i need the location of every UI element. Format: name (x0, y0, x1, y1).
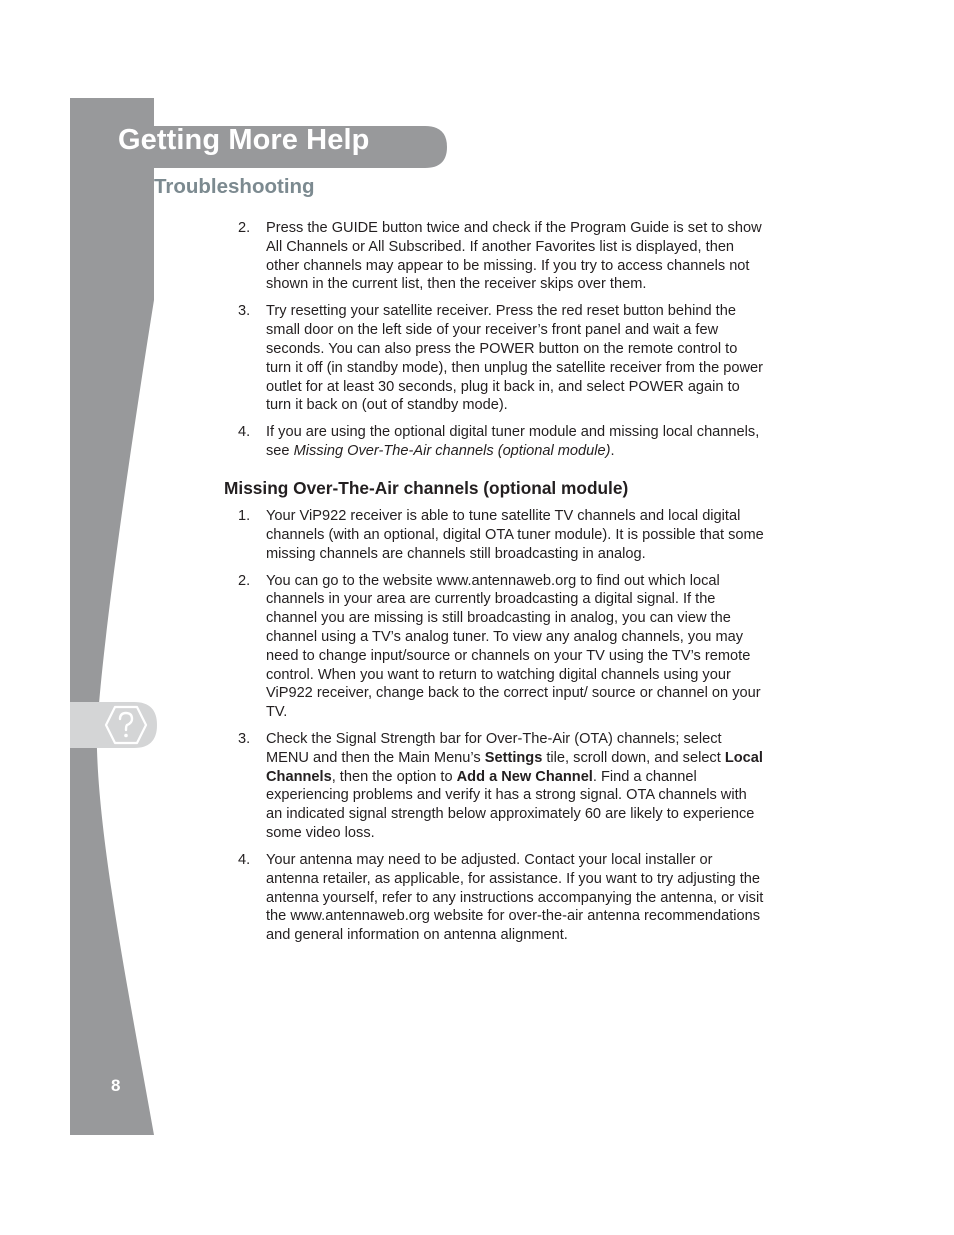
text-segment: tile, scroll down, and select (542, 749, 725, 766)
list-item (224, 730, 764, 843)
main-content (224, 219, 764, 953)
list-item-text (266, 302, 764, 415)
list-item (224, 851, 764, 945)
text-segment: . (610, 443, 615, 460)
list-item-number: 3. (238, 731, 251, 748)
text-segment: Your antenna may need to be adjusted. Contact your local installer or antenna retailer, as applicable, for assistance. If you want to try adjusting the antenna yourself, refer to any instructions accompanying the antenna, or visit the www.antennaweb.org website for over-the-air antenna recommendations and general information on antenna alignment. (266, 852, 764, 944)
text-segment: Try resetting your satellite receiver. Press the red reset button behind the small door on the left side of your receiver’s front panel and wait a few seconds. You can also press the POWER button on the remote control to turn it off (in standby mode), then unplug the satellite receiver from the power outlet for at least 30 seconds, plug it back in, and select POWER again to turn it back on (out of standby mode). (266, 303, 763, 414)
text-segment: . Find a channel experiencing problems and verify it has a strong signal. OTA channels with an indicated signal strength below approximately 60 are likely to experience some video loss. (266, 768, 755, 842)
text-segment: Settings (484, 749, 543, 766)
text-segment: Missing Over-The-Air channels (optional module) (293, 443, 611, 460)
list-item (224, 423, 764, 461)
sidebar-band (70, 98, 154, 1135)
list-item-number: 2. (238, 220, 251, 236)
list-item-number: 3. (238, 303, 251, 320)
list-item-number: 4. (238, 424, 251, 441)
text-segment: Press the GUIDE button twice and check if the Program Guide is set to show All Channels or All Subscribed. If another Favorites list is displayed, then other channels may appear to be missing. If you try to access channels not shown in the current list, then the receiver skips over them. (266, 220, 762, 293)
text-segment: , then the option to (331, 768, 457, 785)
list-item-text (266, 572, 764, 722)
list-item-text (266, 423, 764, 461)
list-item (224, 302, 764, 415)
text-segment: You can go to the website www.antennaweb.org to find out which local channels in your area are currently broadcasting a digital signal. If the channel you are missing is still broadcasting in analog, you can view the channel using a TV’s analog tuner. To view any analog channels, you may need to change input/source or channels on your TV using the TV’s remote control. When you want to return to watching digital channels using your ViP922 receiver, change back to the correct input/ source or channel on your TV. (266, 572, 761, 721)
list-item-number: 4. (238, 852, 251, 869)
text-segment: Add a New Channel (456, 768, 593, 785)
help-question-icon (104, 705, 148, 745)
list-item (224, 219, 764, 294)
list-item-text (266, 851, 764, 945)
section-title: Troubleshooting (154, 175, 315, 198)
text-segment: Local Channels (266, 749, 763, 785)
list-item-number: 2. (238, 572, 251, 589)
subheading-ota: Missing Over-The-Air channels (optional module) (224, 477, 629, 498)
list-item (224, 572, 764, 722)
list-item-text (266, 507, 764, 563)
text-segment: Your ViP922 receiver is able to tune satellite TV channels and local digital channels (with an optional, digital OTA tuner module). It is possible that some missing channels are channels still broadcasting in analog. (266, 507, 764, 562)
page-header-title: Getting More Help (118, 124, 370, 156)
list-item-number: 1. (238, 507, 251, 524)
list-item (224, 507, 764, 563)
text-segment: Check the Signal Strength bar for Over-The-Air (OTA) channels; select MENU and then the Main Menu’s (266, 731, 722, 766)
list-item-text (266, 219, 764, 294)
ota-steps-list (224, 507, 764, 945)
troubleshooting-steps-list (224, 219, 764, 461)
list-item-text (266, 730, 764, 843)
text-segment: If you are using the optional digital tuner module and missing local channels, see (266, 424, 760, 460)
page-number: 8 (111, 1076, 121, 1095)
